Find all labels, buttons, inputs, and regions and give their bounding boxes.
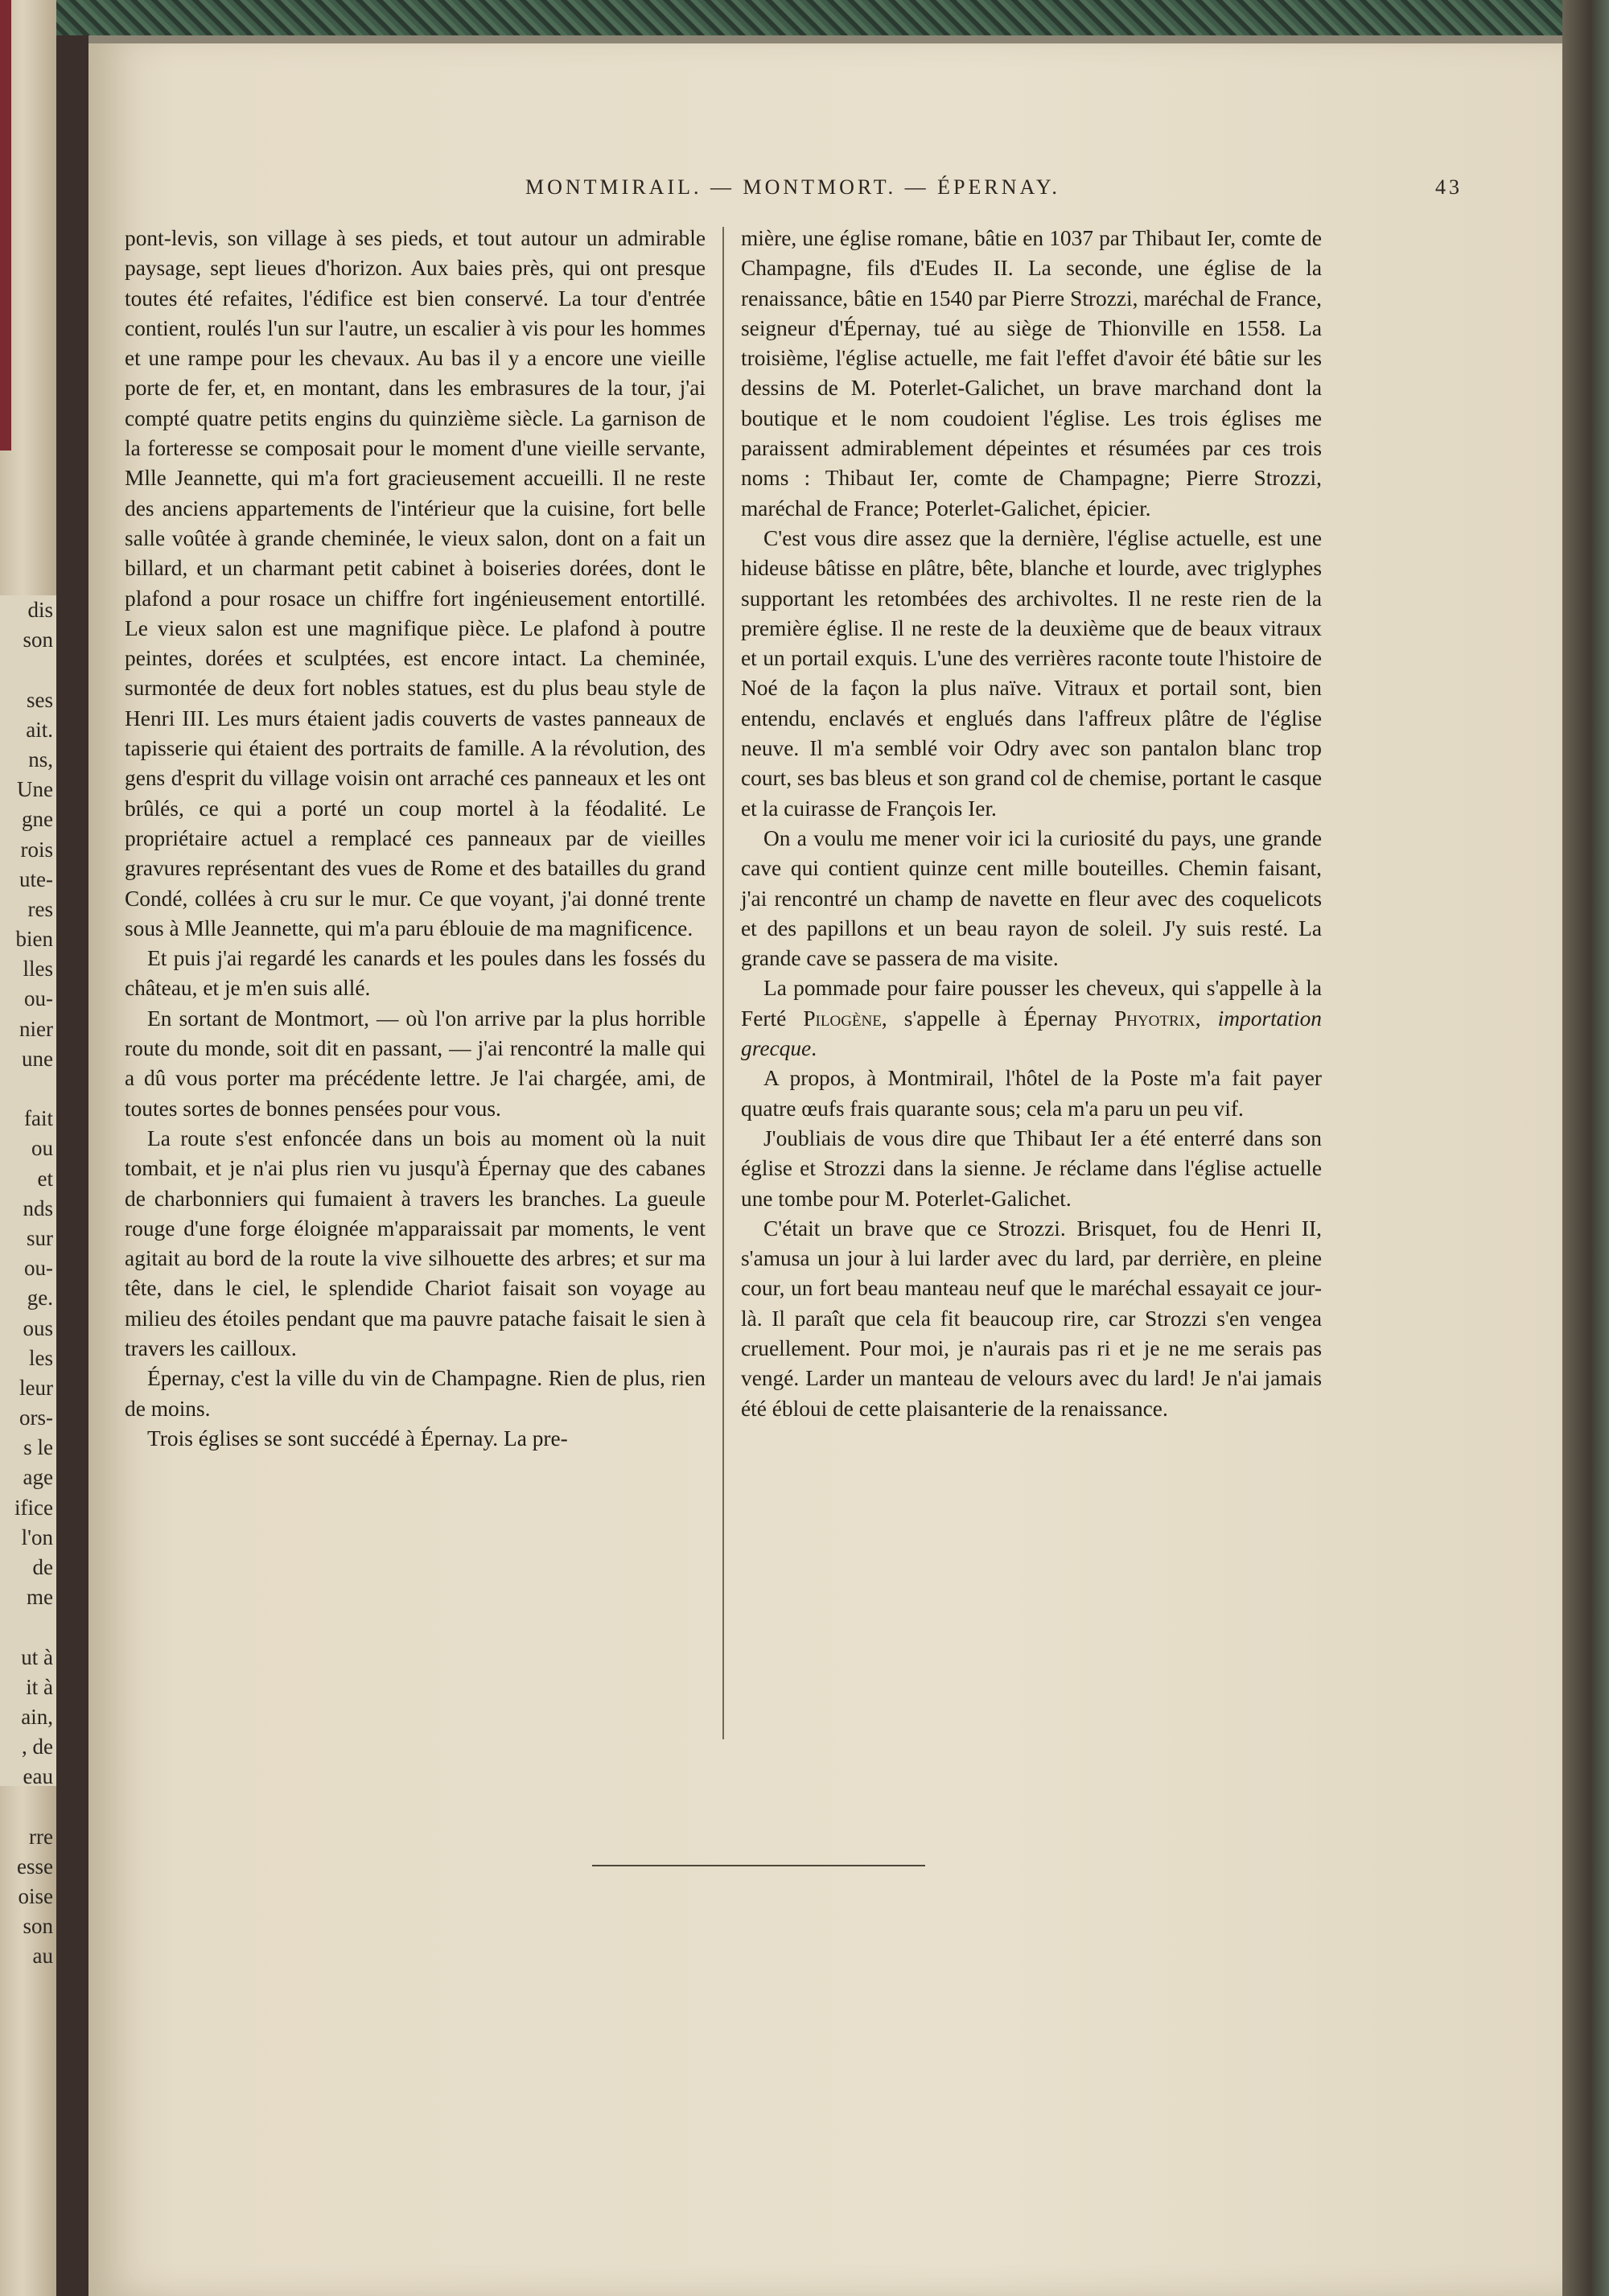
- margin-fragment: ors-: [19, 1405, 53, 1430]
- text-run: ,: [1195, 1006, 1201, 1031]
- text-run: .: [811, 1036, 817, 1061]
- margin-fragment: rois: [20, 837, 53, 862]
- margin-fragment: gne: [22, 807, 53, 832]
- margin-fragment: son: [23, 627, 53, 652]
- section-end-rule: [592, 1865, 925, 1866]
- margin-fragment: son: [23, 1914, 53, 1939]
- margin-fragment: ou-: [24, 1256, 53, 1281]
- margin-fragment: s le: [23, 1435, 53, 1460]
- paragraph: Et puis j'ai regardé les canards et les poules dans les fossés du château, et je m'en suis allé.: [125, 946, 706, 1001]
- spine-cover: [0, 0, 11, 451]
- facing-page-fragments: [0, 595, 53, 1972]
- margin-fragment: [0, 1074, 53, 1104]
- margin-fragment: [0, 1612, 53, 1642]
- margin-fragment: ifice: [14, 1495, 53, 1520]
- margin-fragment: nier: [19, 1016, 53, 1041]
- margin-fragment: une: [22, 1046, 53, 1071]
- book-fore-edge: [1562, 0, 1609, 2296]
- italic-text: importation grecque: [741, 1006, 1322, 1061]
- paragraph: Épernay, c'est la ville du vin de Champagne. Rien de plus, rien de moins.: [125, 1366, 706, 1421]
- margin-fragment: ses: [27, 687, 53, 712]
- margin-fragment: ain,: [21, 1704, 53, 1729]
- margin-fragment: dis: [27, 598, 53, 622]
- paragraph: En sortant de Montmort, — où l'on arrive par la plus horrible route du monde, soit dit en passant, — j'ai rencontré la malle qui a dû vous porter ma précédente lettre. Je l'ai chargée, ami, de toutes sortes de bonnes pensées pour vous.: [125, 1006, 706, 1121]
- margin-fragment: [0, 655, 53, 685]
- margin-fragment: age: [23, 1465, 53, 1490]
- margin-fragment: bien: [15, 927, 53, 952]
- paragraph: pont-levis, son village à ses pieds, et tout autour un admirable paysage, sept lieues d'horizon. Aux baies près, qui ont presque toutes été refaites, l'édifice est bien conservé. La tour d'entrée contient, roulés l'un sur l'autre, un escalier à vis pour les hommes et une rampe pour les chevaux. Au bas il y a encore une vieille porte de fer, et, en montant, dans les embrasures de la tour, j'ai compté quatre petits engins du quinzième siècle. La garnison de la forteresse se composait pour le moment d'une vieille servante, Mlle Jeannette, qui m'a fort gracieusement accueilli. Il ne reste des anciens appartements de l'intérieur que la cuisine, fort belle salle voûtée à grande cheminée, le vieux salon, dont on a fait un billard, et un charmant petit cabinet à boiseries dorées, dont le plafond a pour rosace un chiffre fort ingénieusement entortillé. Le vieux salon est une magnifique pièce. Le plafond à poutre peintes, dorées et sculptées, est encore intact. La cheminée, surmontée de deux fort nobles statues, est du plus beau style de Henri III. Les murs étaient jadis couverts de vastes panneaux de tapisserie qui étaient des portraits de famille. A la révolution, des gens d'esprit du village voisin ont arraché ces panneaux et les ont brûlés, ce qui a porté un coup mortel à la féodalité. Le propriétaire actuel a remplacé ces panneaux par de vieilles gravures représentant des vues de Rome et des batailles du grand Condé, collées à cru sur le mur. Ce que voyant, j'ai donné trente sous à Mlle Jeannette, qui m'a paru éblouie de ma magnificence.: [125, 226, 706, 940]
- margin-fragment: l'on: [21, 1524, 53, 1549]
- left-column: [125, 224, 706, 1454]
- margin-fragment: ns,: [28, 747, 53, 772]
- paragraph: J'oubliais de vous dire que Thibaut Ier a été enterré dans son église et Strozzi dans la sienne. Je réclame dans l'église actuelle une tombe pour M. Poterlet-Galichet.: [741, 1125, 1322, 1211]
- paragraph: On a voulu me mener voir ici la curiosité du pays, une grande cave qui contient quinze cent mille bouteilles. Chemin faisant, j'ai rencontré un champ de navette en fleur avec des coquelicots et des papillons et un beau rayon de soleil. J'y suis resté. La grande cave se passera de ma visite.: [741, 825, 1322, 971]
- margin-fragment: ou: [31, 1136, 53, 1161]
- margin-fragment: les: [29, 1345, 53, 1370]
- margin-fragment: rre: [29, 1824, 53, 1849]
- margin-fragment: ge.: [27, 1286, 53, 1311]
- book-top-edge: [56, 0, 1562, 35]
- margin-fragment: fait: [24, 1106, 53, 1131]
- margin-fragment: ait.: [26, 717, 53, 742]
- running-head-title: MONTMIRAIL. — MONTMORT. — ÉPERNAY.: [525, 175, 1060, 199]
- brand-name: Phyotrix: [1113, 1006, 1195, 1031]
- margin-fragment: ute-: [19, 866, 53, 891]
- margin-fragment: esse: [17, 1854, 53, 1878]
- paragraph: mière, une église romane, bâtie en 1037 par Thibaut Ier, comte de Champagne, fils d'Eudes II. La seconde, une église de la renaissance, bâtie en 1540 par Pierre Strozzi, maréchal de France, seigneur d'Épernay, tué au siège de Thionville en 1558. La troisième, l'église actuelle, me fait l'effet d'avoir été bâtie sur les dessins de M. Poterlet-Galichet, un brave marchand dont la boutique et le nom coudoient l'église. Les trois églises me paraissent admirablement dépeintes et résumées par ces trois noms : Thibaut Ier, comte de Champagne; Pierre Strozzi, maréchal de France; Poterlet-Galichet, épicier.: [741, 226, 1322, 521]
- margin-fragment: Une: [17, 777, 53, 802]
- paragraph: A propos, à Montmirail, l'hôtel de la Poste m'a fait payer quatre œufs frais quarante sous; cela m'a paru un peu vif.: [741, 1066, 1322, 1121]
- margin-fragment: res: [27, 896, 53, 921]
- column-divider: [722, 227, 724, 1739]
- text-run: , s'appelle à Épernay: [881, 1006, 1097, 1031]
- page-number: 43: [1435, 175, 1463, 199]
- paragraph: La route s'est enfoncée dans un bois au moment où la nuit tombait, et je n'ai plus rien vu jusqu'à Épernay que des cabanes de charbonniers qui fumaient à travers les branches. La gueule rouge d'une forge éloignée m'apparaissait par moments, le vent agitait au bord de la route la vive silhouette des arbres; et sur ma tête, dans le ciel, le splendide Chariot faisait son voyage au milieu des étoiles pendant que ma pauvre patache faisait le sien à travers les cailloux.: [125, 1125, 706, 1360]
- text-run: La pommade pour faire pousser les cheveux, qui s'appelle à la Ferté: [741, 976, 1322, 1031]
- margin-fragment: [0, 1792, 53, 1822]
- margin-fragment: ous: [23, 1315, 53, 1340]
- margin-fragment: nds: [23, 1195, 53, 1220]
- margin-fragment: oise: [18, 1884, 53, 1909]
- page-top-rule: [88, 35, 1562, 43]
- brand-name: Pilogène: [803, 1006, 882, 1031]
- margin-fragment: au: [32, 1944, 53, 1969]
- margin-fragment: eau: [23, 1764, 53, 1789]
- paragraph: C'était un brave que ce Strozzi. Brisquet, fou de Henri II, s'amusa un jour à lui larder avec du lard, par derrière, en pleine cour, un fort beau manteau neuf que le maréchal essayait ce jour-là. Il paraît que cela fit beaucoup rire, car Strozzi s'en vengea cruellement. Pour moi, je n'aurais pas ri et je ne me serais pas vengé. Larder un manteau de velours avec du lard! Je n'ai jamais été ébloui de cette plaisanterie de la renaissance.: [741, 1216, 1322, 1421]
- paragraph: [741, 973, 1322, 1064]
- margin-fragment: sur: [27, 1225, 53, 1250]
- margin-fragment: , de: [22, 1734, 53, 1759]
- margin-fragment: lles: [23, 957, 53, 981]
- margin-fragment: ut à: [21, 1644, 53, 1669]
- paragraph: Trois églises se sont succédé à Épernay. La pre-: [147, 1426, 568, 1450]
- margin-fragment: it à: [26, 1674, 53, 1699]
- running-head: [433, 175, 1463, 204]
- margin-fragment: de: [32, 1555, 53, 1579]
- right-column: [741, 224, 1322, 1424]
- margin-fragment: ou-: [24, 986, 53, 1011]
- margin-fragment: et: [37, 1166, 53, 1191]
- margin-fragment: leur: [19, 1375, 53, 1400]
- margin-fragment: me: [27, 1585, 53, 1610]
- paragraph: C'est vous dire assez que la dernière, l'église actuelle, est une hideuse bâtisse en plâtre, bête, blanche et lourde, avec triglyphes supportant les retombées des archivoltes. Il ne reste rien de la première église. Il ne reste de la deuxième que de beaux vitraux et un portail exquis. L'une des verrières raconte toute l'histoire de Noé de la façon la plus naïve. Vitraux et portail sont, bien entendu, enclavés et englués dans l'affreux plâtre de l'église neuve. Il m'a semblé voir Odry avec son pantalon blanc trop court, ses bas bleus et son grand col de chemise, portant le casque et la cuirasse de François Ier.: [741, 525, 1322, 821]
